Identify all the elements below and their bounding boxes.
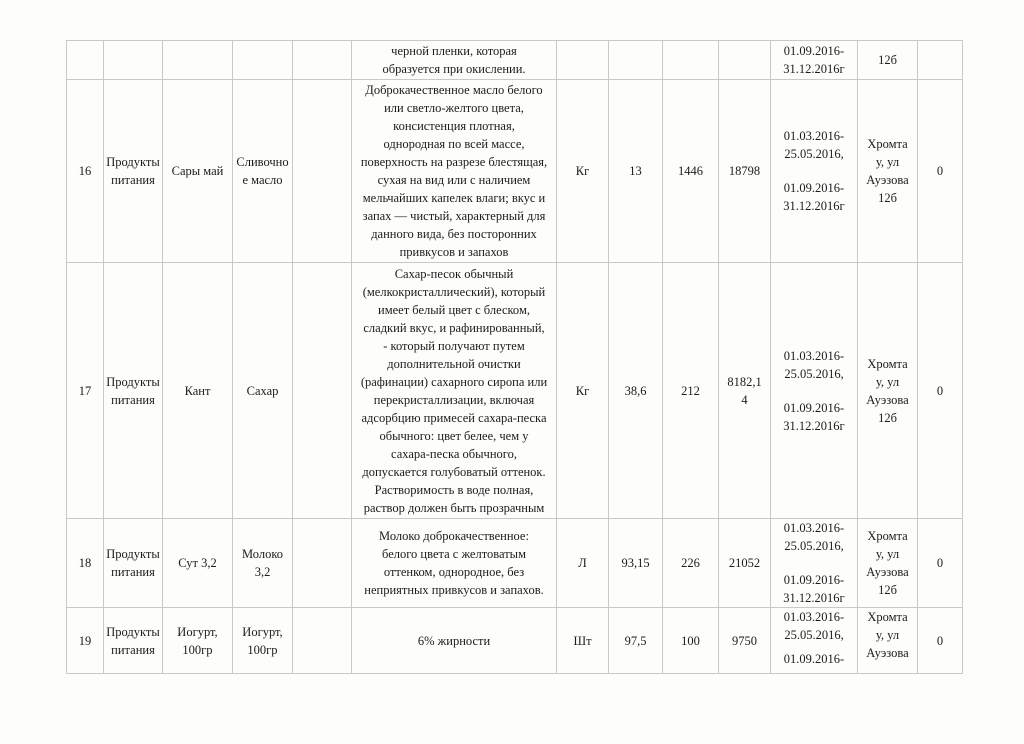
dates-cell: [771, 80, 858, 263]
unit-cell: Кг: [557, 80, 609, 263]
address-line: Ауэзова: [866, 646, 909, 660]
unit-cell: [557, 41, 609, 80]
date-line: 01.03.2016-: [783, 129, 845, 143]
date-line: 01.09.2016-: [783, 573, 845, 587]
description-line: однородная по всей массе,: [383, 137, 525, 151]
last-cell: 0: [918, 519, 963, 608]
product-line: Сахар: [246, 383, 279, 398]
description-line: перекристаллизации, включая: [373, 392, 535, 407]
product-line: Молоко: [241, 547, 284, 561]
price-cell: [663, 41, 719, 80]
category-cell: [104, 263, 163, 519]
unit-cell: Л: [557, 519, 609, 608]
last-cell: [918, 41, 963, 80]
unit-cell: Шт: [557, 608, 609, 674]
description-line: образуется при окислении.: [382, 62, 526, 76]
product-cell: [233, 41, 293, 80]
last-cell: 0: [918, 608, 963, 674]
description-line: допускается голубоватый оттенок.: [362, 464, 546, 479]
description-line: или светло-желтого цвета,: [384, 101, 524, 115]
address-line: у, ул: [875, 374, 900, 389]
dates-cell: [771, 519, 858, 608]
row-number-cell: [67, 41, 104, 80]
address-cell: [858, 519, 918, 608]
date-line: 25.05.2016,: [784, 539, 844, 553]
last-cell: 0: [918, 80, 963, 263]
product-cell: [233, 608, 293, 674]
supplier-cell: [163, 41, 233, 80]
description-line: оттенком, однородное, без: [383, 565, 525, 579]
description-line: поверхность на разрезе блестящая,: [360, 155, 548, 169]
sum-cell: [719, 519, 771, 608]
dates-cell: [771, 263, 858, 519]
date-line: 31.12.2016г: [783, 591, 845, 605]
address-cell: [858, 263, 918, 519]
date-gap: [773, 383, 855, 399]
category-cell: [104, 41, 163, 80]
qty-cell: 97,5: [609, 608, 663, 674]
date-line: 31.12.2016г: [783, 418, 845, 433]
sum-line: 9750: [732, 633, 757, 648]
table-row: [67, 608, 963, 674]
date-line: 31.12.2016г: [783, 62, 845, 76]
table-row: [67, 80, 963, 263]
description-cell: [352, 608, 557, 674]
description-line: имеет белый цвет с блеском,: [378, 302, 530, 317]
description-cell: [352, 41, 557, 80]
product-line: Сливочно: [236, 155, 289, 169]
last-cell: 0: [918, 263, 963, 519]
category-line: Продукты: [106, 624, 160, 639]
product-line: Иогурт,: [242, 624, 283, 639]
table-row: [67, 263, 963, 519]
product-line: 3,2: [254, 565, 271, 579]
row-number-cell: 19: [67, 608, 104, 674]
address-line: 12б: [878, 410, 897, 425]
date-line: 01.09.2016-: [783, 181, 845, 195]
supplier-cell: Кант: [163, 263, 233, 519]
address-line: Ауэзова: [866, 392, 909, 407]
description-line: сахара-песка обычного,: [391, 446, 517, 461]
description-line: Растворимость в воде полная,: [374, 482, 534, 497]
date-line: 01.03.2016-: [783, 610, 845, 624]
description-line: сухая на вид или с наличием: [377, 173, 531, 187]
date-line: 01.09.2016-: [783, 652, 845, 666]
sum-cell: [719, 263, 771, 519]
description-line: 6% жирности: [417, 633, 491, 648]
supplier-cell: Сут 3,2: [163, 519, 233, 608]
date-line: 25.05.2016,: [784, 628, 844, 642]
category-cell: [104, 80, 163, 263]
empty-cell: [293, 608, 352, 674]
address-line: Хромта: [867, 529, 908, 543]
date-line: 01.03.2016-: [783, 521, 845, 535]
description-line: Молоко доброкачественное:: [379, 529, 529, 543]
category-line: Продукты: [106, 155, 160, 169]
description-line: неприятных привкусов и запахов.: [364, 583, 544, 597]
product-cell: [233, 519, 293, 608]
description-line: Сахар-песок обычный: [394, 266, 514, 281]
category-line: питания: [111, 392, 155, 407]
address-line: Ауэзова: [866, 173, 909, 187]
address-line: 12б: [878, 583, 897, 597]
sum-line: 18798: [728, 164, 761, 178]
qty-cell: [609, 41, 663, 80]
category-line: питания: [111, 565, 155, 579]
category-line: Продукты: [106, 547, 160, 561]
description-line: сладкий вкус, и рафинированный,: [363, 320, 545, 335]
product-line: 100гр: [247, 642, 278, 657]
row-number-cell: 17: [67, 263, 104, 519]
sum-cell: [719, 80, 771, 263]
description-line: (мелкокристаллический), который: [362, 284, 546, 299]
category-line: питания: [111, 642, 155, 657]
supplier-line: 100гр: [182, 642, 213, 657]
supplier-cell: [163, 608, 233, 674]
address-line: Ауэзова: [866, 565, 909, 579]
category-cell: [104, 608, 163, 674]
row-number-cell: 16: [67, 80, 104, 263]
address-line: Хромта: [867, 356, 908, 371]
description-line: обычного: цвет белее, чем у: [379, 428, 529, 443]
row-number-cell: 18: [67, 519, 104, 608]
sum-line: 8182,1: [727, 374, 762, 389]
empty-cell: [293, 263, 352, 519]
address-line: 12б: [878, 191, 897, 205]
sum-cell: [719, 41, 771, 80]
qty-cell: 93,15: [609, 519, 663, 608]
goods-table: [66, 40, 963, 674]
description-line: (рафинации) сахарного сиропа или: [360, 374, 548, 389]
description-line: консистенция плотная,: [393, 119, 515, 133]
product-cell: [233, 80, 293, 263]
description-line: дополнительной очистки: [387, 356, 521, 371]
date-gap: [773, 163, 855, 179]
qty-cell: 13: [609, 80, 663, 263]
description-line: адсорбцию примесей сахара-песка: [361, 410, 547, 425]
price-cell: 212: [663, 263, 719, 519]
description-line: данного вида, без посторонних: [371, 227, 537, 241]
date-line: 31.12.2016г: [783, 199, 845, 213]
supplier-line: Иогурт,: [177, 624, 218, 639]
category-cell: [104, 519, 163, 608]
date-line: 25.05.2016,: [784, 147, 844, 161]
product-line: е масло: [242, 173, 283, 187]
address-cell: [858, 41, 918, 80]
unit-cell: Кг: [557, 263, 609, 519]
category-line: Продукты: [106, 374, 160, 389]
empty-cell: [293, 80, 352, 263]
category-line: питания: [111, 173, 155, 187]
price-cell: 226: [663, 519, 719, 608]
dates-cell: [771, 608, 858, 674]
description-line: привкусов и запахов: [399, 245, 509, 259]
qty-cell: 38,6: [609, 263, 663, 519]
sum-line: 21052: [728, 556, 761, 570]
empty-cell: [293, 41, 352, 80]
description-line: Доброкачественное масло белого: [365, 83, 543, 97]
description-line: белого цвета с желтоватым: [382, 547, 526, 561]
address-line: у, ул: [875, 628, 900, 642]
address-cell: [858, 608, 918, 674]
empty-cell: [293, 519, 352, 608]
date-line: 01.09.2016-: [783, 44, 845, 58]
address-cell: [858, 80, 918, 263]
date-gap: [773, 555, 855, 571]
address-line: Хромта: [867, 610, 908, 624]
description-line: черной пленки, которая: [391, 44, 517, 58]
date-line: 25.05.2016,: [784, 366, 844, 381]
address-line: 12б: [878, 53, 897, 67]
address-line: у, ул: [875, 547, 900, 561]
table-row: [67, 519, 963, 608]
sum-cell: [719, 608, 771, 674]
description-line: мельчайших капелек влаги; вкус и: [362, 191, 546, 205]
description-line: раствор должен быть прозрачным: [363, 500, 545, 515]
dates-cell: [771, 41, 858, 80]
product-cell: [233, 263, 293, 519]
date-line: 01.03.2016-: [783, 348, 845, 363]
price-cell: 100: [663, 608, 719, 674]
description-cell: [352, 263, 557, 519]
supplier-cell: Сары май: [163, 80, 233, 263]
description-cell: [352, 80, 557, 263]
address-line: у, ул: [875, 155, 900, 169]
description-cell: [352, 519, 557, 608]
description-line: - который получают путем: [383, 338, 525, 353]
address-line: Хромта: [867, 137, 908, 151]
table-row: [67, 41, 963, 80]
sum-line: 4: [741, 392, 748, 407]
price-cell: 1446: [663, 80, 719, 263]
description-line: запах — чистый, характерный для: [362, 209, 546, 223]
date-line: 01.09.2016-: [783, 400, 845, 415]
